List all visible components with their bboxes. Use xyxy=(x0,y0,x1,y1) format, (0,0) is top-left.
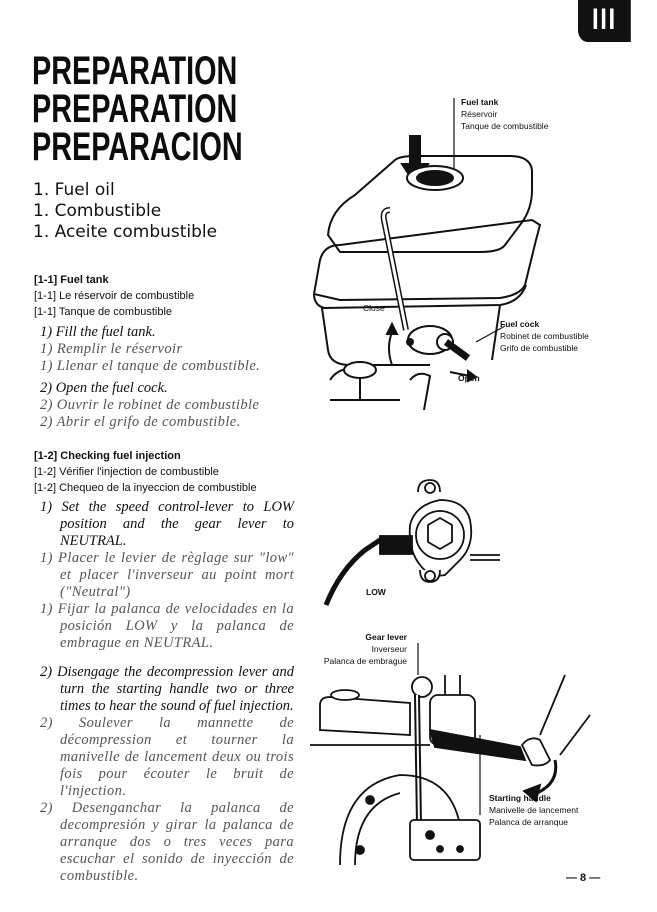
section-heading-en: [1-2] Checking fuel injection xyxy=(34,450,181,462)
subtitle-es: 1. Aceite combustible xyxy=(33,222,218,242)
section-heading-es: [1-2] Chequeo de la inyeccion de combustible xyxy=(34,482,257,494)
section-fuel-injection xyxy=(34,448,294,885)
step-en: 2) Disengage the decompression lever and turn the starting handle two or three times to hear the sound of fuel injection. xyxy=(40,664,294,714)
step-en: 1) Set the speed control-lever to LOW position and the gear lever to NEUTRAL. xyxy=(40,499,294,549)
step-es: 2) Abrir el grifo de combustible. xyxy=(40,414,241,430)
subtitle-fr: 1. Combustible xyxy=(33,201,162,221)
section-heading-fr: [1-2] Vérifier l'injection de combustible xyxy=(34,466,219,478)
step-fr: 1) Placer le levier de règlage sur "low" et placer l'inverseur au point mort ("Neutral") xyxy=(40,550,294,600)
section-heading-fr: [1-1] Le réservoir de combustible xyxy=(34,290,195,302)
section-heading-es: [1-1] Tanque de combustible xyxy=(34,306,172,318)
subtitle-en: 1. Fuel oil xyxy=(33,180,115,200)
fuel-cock-label: Fuel cock Robinet de combustible Grifo de combustible xyxy=(500,319,589,353)
chapter-tab: III xyxy=(578,0,631,42)
step-es: 1) Llenar el tanque de combustible. xyxy=(40,358,261,374)
step-en: 1) Fill the fuel tank. xyxy=(40,324,156,340)
starting-handle-illustration xyxy=(300,635,657,875)
fuel-tank-label: Fuel tank Réservoir Tanque de combustible xyxy=(461,97,549,131)
section-fuel-tank xyxy=(34,272,294,431)
step-es: 2) Desenganchar la palanca de decompresión y girar la palanca de arranque dos o tres veces para escuchar el sonido de inyección de combustible. xyxy=(40,800,294,884)
section-subtitles xyxy=(33,180,217,243)
step-fr: 2) Ouvrir le robinet de combustible xyxy=(40,397,260,413)
section-heading-en: [1-1] Fuel tank xyxy=(34,274,109,286)
title-fr: PREPARATION xyxy=(32,87,238,131)
low-label: LOW xyxy=(366,587,386,597)
starting-handle-label: Starting handle Manivelle de lancement Palanca de arranque xyxy=(489,793,579,827)
close-label: Close xyxy=(363,303,385,313)
title-en: PREPARATION xyxy=(32,49,238,93)
step-fr: 1) Remplir le réservoir xyxy=(40,341,183,357)
gear-lever-label: Gear lever Inverseur Palanca de embrague xyxy=(323,632,407,666)
page-titles xyxy=(32,49,325,169)
step-en: 2) Open the fuel cock. xyxy=(40,380,168,396)
open-label: Open xyxy=(458,373,480,383)
page-number: — 8 — xyxy=(566,872,601,884)
step-fr: 2) Soulever la mannette de décompression et tourner la manivelle de lancement deux ou trois fois pour écouter le bruit de l'injection. xyxy=(40,715,294,799)
speed-lever-illustration xyxy=(320,470,570,610)
step-es: 1) Fijar la palanca de velocidades en la posición LOW y la palanca de embrague en NEUTRAL. xyxy=(40,601,294,651)
title-es: PREPARACION xyxy=(32,125,243,169)
